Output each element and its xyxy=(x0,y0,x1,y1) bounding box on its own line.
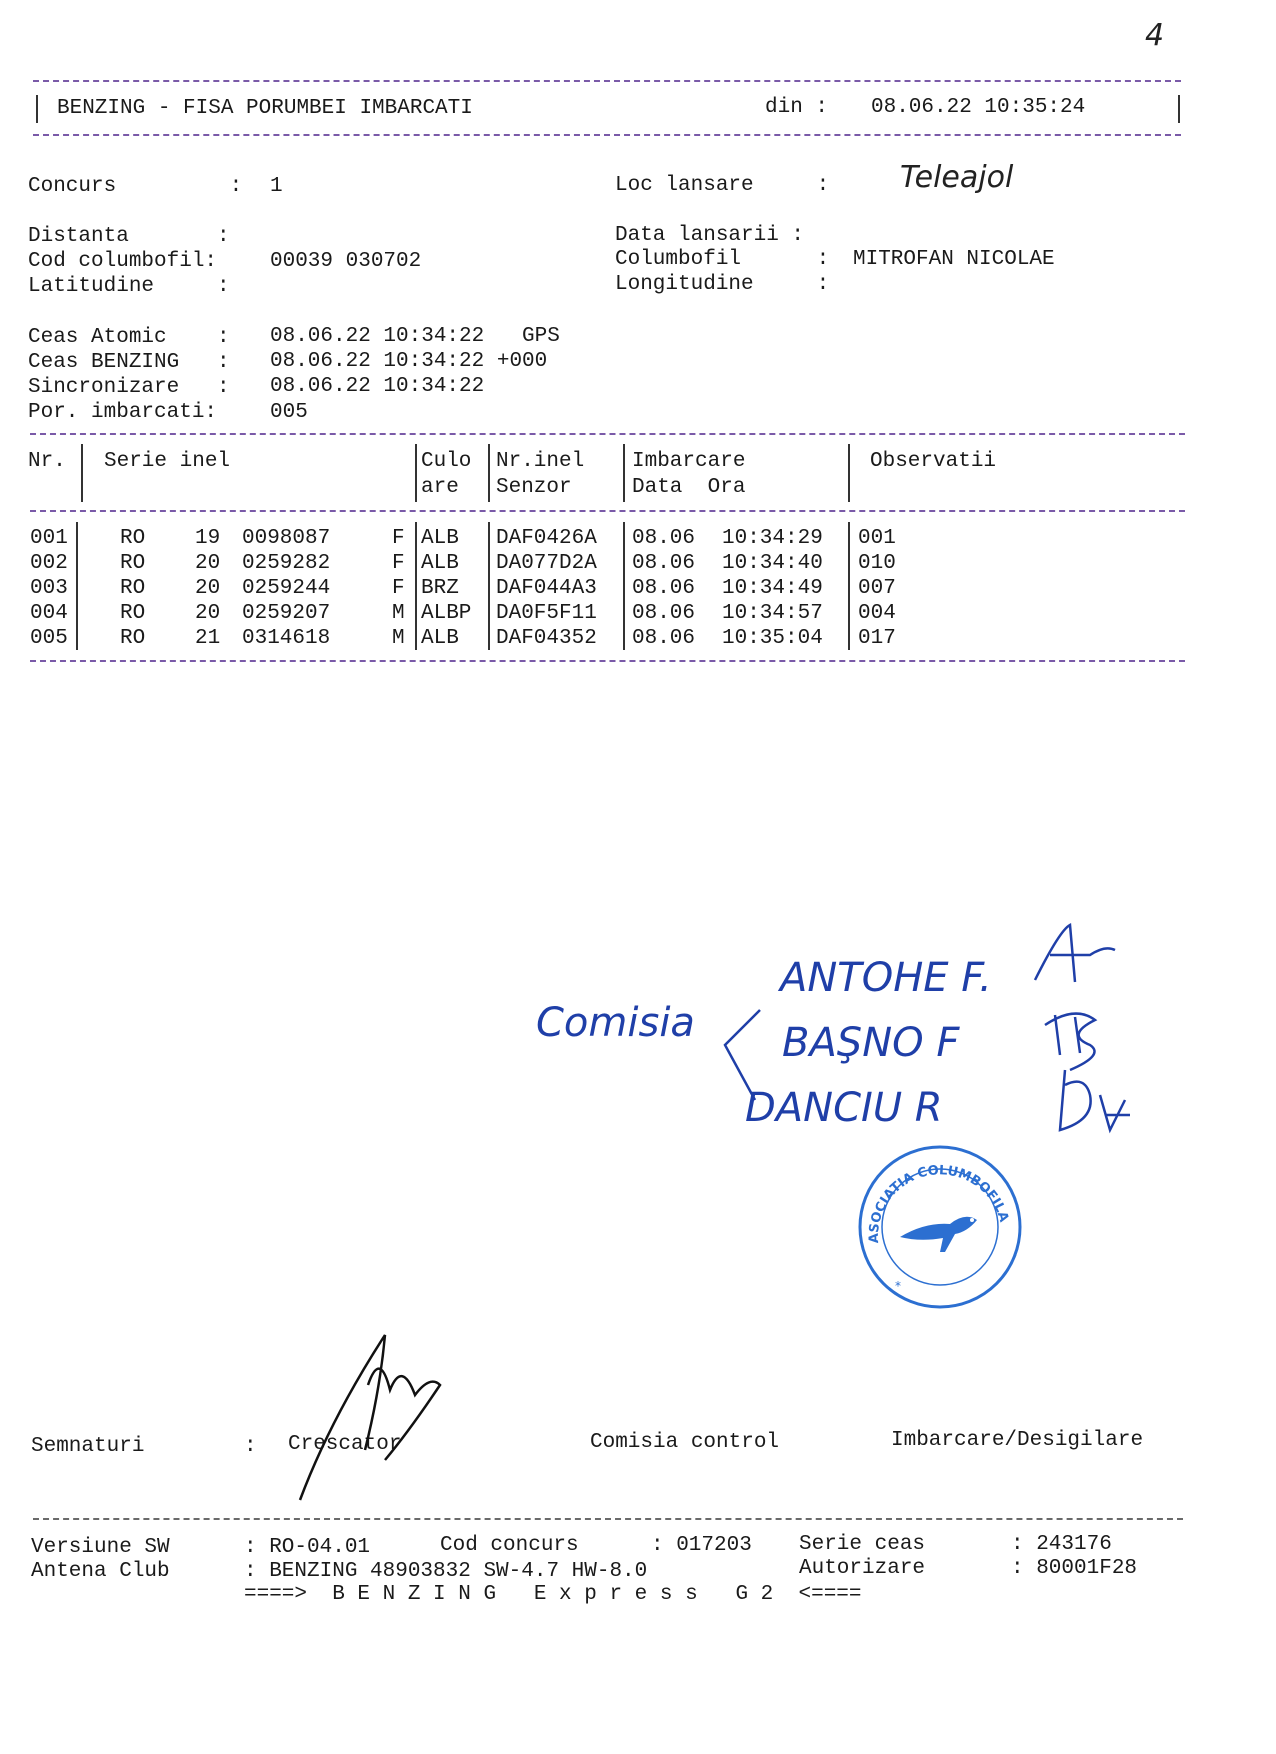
antena-club-label: Antena Club xyxy=(31,1560,170,1583)
header-serie-inel: Serie inel xyxy=(104,450,231,473)
ceas-atomic-label: Ceas Atomic : xyxy=(28,326,230,349)
cell-country: RO xyxy=(120,627,146,650)
cell-time: 10:35:04 xyxy=(722,627,823,650)
cell-country: RO xyxy=(120,552,146,575)
cell-sex: M xyxy=(392,602,405,625)
col-sep-2-body xyxy=(415,522,417,650)
cell-obs: 007 xyxy=(858,577,896,600)
cell-year: 20 xyxy=(195,602,221,625)
semnaturi-colon: : xyxy=(244,1435,257,1458)
cell-ring: 0314618 xyxy=(242,627,331,650)
cell-obs: 017 xyxy=(858,627,896,650)
concurs-value: 1 xyxy=(270,175,283,198)
svg-text:ASOCIATIA COLUMBOFILA xyxy=(867,1163,1011,1243)
cell-color: ALB xyxy=(421,527,459,550)
initials-signature-3 xyxy=(1045,1060,1135,1140)
col-sep-1-body xyxy=(76,522,78,650)
initials-signature-1 xyxy=(1030,920,1120,990)
table-header-border xyxy=(30,510,1185,512)
cell-time: 10:34:49 xyxy=(722,577,823,600)
cell-nr: 003 xyxy=(30,577,68,600)
col-sep-3-body xyxy=(488,522,490,650)
col-sep-4-head xyxy=(623,444,625,502)
cell-country: RO xyxy=(120,577,146,600)
data-lansarii-label: Data lansarii : xyxy=(615,224,805,247)
cell-sex: F xyxy=(392,552,405,575)
cell-ring: 0098087 xyxy=(242,527,331,550)
cod-columbofil-label: Cod columbofil: xyxy=(28,250,218,273)
cell-ring: 0259282 xyxy=(242,552,331,575)
cell-sensor: DAF044A3 xyxy=(496,577,597,600)
cell-obs: 004 xyxy=(858,602,896,625)
stamp-text: ASOCIATIA COLUMBOFILA xyxy=(866,1163,1012,1244)
autorizare-label: Autorizare xyxy=(799,1557,926,1580)
handwritten-comisia: Comisia xyxy=(536,1000,695,1046)
cell-year: 19 xyxy=(195,527,221,550)
cell-nr: 001 xyxy=(30,527,68,550)
cell-ring: 0259207 xyxy=(242,602,331,625)
longitudine-label: Longitudine : xyxy=(615,273,830,296)
handwritten-name-2: BAŞNO F xyxy=(782,1020,960,1066)
cell-time: 10:34:57 xyxy=(722,602,823,625)
cell-color: ALBP xyxy=(421,602,472,625)
header-nr-inel-1: Nr.inel xyxy=(496,450,585,473)
cell-sex: F xyxy=(392,527,405,550)
header-date-value: 08.06.22 10:35:24 xyxy=(871,96,1086,119)
cell-sensor: DAF04352 xyxy=(496,627,597,650)
imbarcare-desigilare-label: Imbarcare/Desigilare xyxy=(891,1429,1144,1452)
cell-obs: 010 xyxy=(858,552,896,575)
header-nr-inel-2: Senzor xyxy=(496,476,572,499)
handwritten-name-1: ANTOHE F. xyxy=(780,955,992,1001)
col-sep-2-head xyxy=(415,444,417,502)
table-top-border xyxy=(30,433,1185,435)
col-sep-3-head xyxy=(488,444,490,502)
cell-color: ALB xyxy=(421,552,459,575)
cell-year: 20 xyxy=(195,577,221,600)
cell-date: 08.06 xyxy=(632,627,696,650)
footer-separator xyxy=(33,1518,1183,1520)
cell-year: 21 xyxy=(195,627,221,650)
columbofil-label: Columbofil : xyxy=(615,248,830,271)
col-sep-5-body xyxy=(848,522,850,650)
cell-date: 08.06 xyxy=(632,577,696,600)
cod-concurs-value: : 017203 xyxy=(651,1534,752,1557)
association-stamp xyxy=(855,1142,1025,1312)
cell-color: ALB xyxy=(421,627,459,650)
table-bottom-border xyxy=(30,660,1185,662)
cell-nr: 004 xyxy=(30,602,68,625)
header-left-bar xyxy=(36,95,38,123)
cell-sensor: DA0F5F11 xyxy=(496,602,597,625)
ceas-atomic-value: 08.06.22 10:34:22 GPS xyxy=(270,325,560,348)
handwritten-name-3: DANCIU R xyxy=(745,1085,943,1131)
svg-text:*: * xyxy=(895,1279,901,1293)
header-culoare-1: Culo xyxy=(421,450,472,473)
versiune-sw-label: Versiune SW xyxy=(31,1536,170,1559)
header-imbarcare-1: Imbarcare xyxy=(632,450,746,473)
cell-ring: 0259244 xyxy=(242,577,331,600)
concurs-label: Concurs : xyxy=(28,175,243,198)
cell-sensor: DAF0426A xyxy=(496,527,597,550)
header-right-bar xyxy=(1178,95,1180,123)
cell-time: 10:34:40 xyxy=(722,552,823,575)
sincronizare-label: Sincronizare : xyxy=(28,376,230,399)
cell-date: 08.06 xyxy=(632,527,696,550)
header-top-border xyxy=(33,80,1181,82)
ceas-benzing-label: Ceas BENZING : xyxy=(28,351,230,374)
columbofil-value: MITROFAN NICOLAE xyxy=(853,248,1055,271)
col-sep-4-body xyxy=(623,522,625,650)
latitudine-label: Latitudine : xyxy=(28,275,230,298)
cell-sex: F xyxy=(392,577,405,600)
semnaturi-label: Semnaturi xyxy=(31,1435,145,1458)
loc-lansare-handwritten: Teleajol xyxy=(900,160,1014,195)
serie-ceas-label: Serie ceas xyxy=(799,1533,926,1556)
loc-lansare-label: Loc lansare : xyxy=(615,174,830,197)
cod-concurs-label: Cod concurs xyxy=(440,1534,579,1557)
page-number: 4 xyxy=(1145,18,1165,53)
cell-nr: 002 xyxy=(30,552,68,575)
cell-country: RO xyxy=(120,527,146,550)
comisia-control-label: Comisia control xyxy=(590,1431,780,1454)
crescator-label: Crescator xyxy=(288,1433,402,1456)
benzing-express-banner: ====> B E N Z I N G E x p r e s s G 2 <==== xyxy=(244,1583,862,1606)
cell-date: 08.06 xyxy=(632,552,696,575)
sincronizare-value: 08.06.22 10:34:22 xyxy=(270,375,485,398)
cell-time: 10:34:29 xyxy=(722,527,823,550)
versiune-sw-value: : RO-04.01 xyxy=(244,1536,371,1559)
crescator-signature xyxy=(290,1330,470,1505)
cell-nr: 005 xyxy=(30,627,68,650)
cell-date: 08.06 xyxy=(632,602,696,625)
header-date-label: din : xyxy=(765,96,829,119)
header-bottom-border xyxy=(33,134,1181,136)
antena-club-value: : BENZING 48903832 SW-4.7 HW-8.0 xyxy=(244,1560,648,1583)
col-sep-1-head xyxy=(81,444,83,502)
autorizare-value: : 80001F28 xyxy=(1011,1557,1138,1580)
col-sep-5-head xyxy=(848,444,850,502)
cod-columbofil-value: 00039 030702 xyxy=(270,250,422,273)
document-title: BENZING - FISA PORUMBEI IMBARCATI xyxy=(57,97,473,120)
header-nr: Nr. xyxy=(28,450,66,473)
cell-country: RO xyxy=(120,602,146,625)
header-culoare-2: are xyxy=(421,476,459,499)
cell-sex: M xyxy=(392,627,405,650)
por-imbarcati-label: Por. imbarcati: xyxy=(28,401,218,424)
ceas-benzing-value: 08.06.22 10:34:22 +000 xyxy=(270,350,548,373)
por-imbarcati-value: 005 xyxy=(270,401,308,424)
cell-year: 20 xyxy=(195,552,221,575)
serie-ceas-value: : 243176 xyxy=(1011,1533,1112,1556)
header-observatii: Observatii xyxy=(870,450,997,473)
distanta-label: Distanta : xyxy=(28,225,230,248)
cell-sensor: DA077D2A xyxy=(496,552,597,575)
header-imbarcare-2: Data Ora xyxy=(632,476,746,499)
cell-color: BRZ xyxy=(421,577,459,600)
cell-obs: 001 xyxy=(858,527,896,550)
